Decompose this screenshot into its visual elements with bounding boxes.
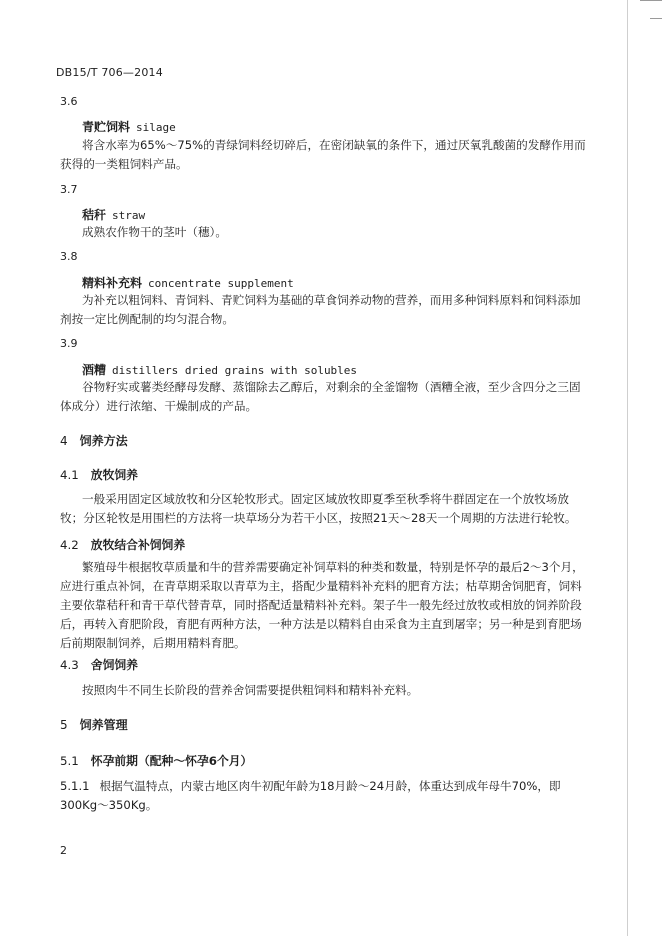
term-cn: 酒糟 [82,363,107,377]
body-line: 为补充以粗饲料、青饲料、青贮饲料为基础的草食饲养动物的营养，而用多种饲料原料和饲料添加 [82,293,581,307]
body-line: 获得的一类粗饲料产品。 [60,157,188,171]
clause-number: 3.7 [60,183,78,196]
body-line: 按照肉牛不同生长阶段的营养舍饲需要提供粗饲料和精料补充料。 [82,683,419,697]
body-line: 根据气温特点，内蒙古地区肉牛初配年龄为18月龄～24月龄，体重达到成年母牛70%，即 [99,779,561,793]
subsection-heading [60,752,252,769]
subsection-title: 怀孕前期（配种～怀孕6个月） [90,754,253,768]
term-title [82,206,145,223]
subsection-number: 4.3 [60,658,79,672]
term-cn: 秸秆 [82,208,107,222]
body-line: 将含水率为65%～75%的青绿饲料经切碎后，在密闭缺氧的条件下，通过厌氧乳酸菌的发酵作用而 [82,138,586,152]
term-title [82,361,357,378]
body-line: 繁殖母牛根据牧草质量和牛的营养需要确定补饲草料的种类和数量，特别是怀孕的最后2～3个月， [82,560,584,574]
body-line: 谷物籽实或薯类经酵母发酵、蒸馏除去乙醇后，对剩余的全釜馏物（酒糟全液，至少含四分之三固 [82,380,581,394]
body-line: 成熟农作物干的茎叶（穗）。 [82,225,227,239]
body-line: 牧；分区轮牧是用围栏的方法将一块草场分为若干小区，按照21天～28天一个周期的方法进行轮牧。 [60,511,577,525]
page-number: 2 [60,844,67,857]
body-line: 剂按一定比例配制的均匀混合物。 [60,312,234,326]
section-heading [60,716,128,733]
body-line: 一般采用固定区域放牧和分区轮牧形式。固定区域放牧即夏季至秋季将牛群固定在一个放牧场放 [82,492,569,506]
term-title [82,274,294,291]
term-title [82,118,176,135]
term-en: silage [136,121,176,134]
subsection-title: 舍饲饲养 [90,658,138,672]
body-line: 300Kg～350Kg。 [60,798,158,812]
body-line: 主要依靠秸秆和青干草代替青草，同时搭配适量精料补充料。架子牛一般先经过放牧或相放的饲养阶段 [60,598,582,612]
scan-edge-mark [640,0,662,1]
clause-number: 3.6 [60,95,78,108]
clause-number: 3.9 [60,337,78,350]
scan-edge-mark [650,18,662,19]
body-line: 后前期限制饲养，后期用精料育肥。 [60,636,246,650]
subsection-number: 4.1 [60,468,79,482]
subsection-number: 4.2 [60,538,79,552]
section-number: 4 [60,434,68,448]
term-cn: 精料补充料 [82,276,143,290]
clause-number: 5.1.1 [60,779,90,793]
subsection-title: 放牧饲养 [90,468,138,482]
section-heading [60,432,128,449]
term-cn: 青贮饲料 [82,120,131,134]
section-number: 5 [60,718,68,732]
subsection-number: 5.1 [60,754,79,768]
subsection-heading [60,536,185,553]
body-line: 体成分）进行浓缩、干燥制成的产品。 [60,399,258,413]
scan-edge-line [627,0,628,936]
body-line: 应进行重点补饲，在青草期采取以青草为主，搭配少量精料补充料的肥育方法；枯草期舍饲肥育，饲料 [60,579,582,593]
section-title: 饲养管理 [79,718,128,732]
clause-number: 3.8 [60,250,78,263]
subsection-heading [60,656,138,673]
document-code: DB15/T 706—2014 [56,66,163,79]
section-title: 饲养方法 [79,434,128,448]
term-en: distillers dried grains with solubles [112,364,358,377]
term-en: straw [112,209,146,222]
subsection-heading [60,466,138,483]
clause-line [60,776,561,796]
subsection-title: 放牧结合补饲饲养 [90,538,186,552]
body-line: 后，再转入育肥阶段，育肥有两种方法，一种方法是以精料自由采食为主直到屠宰；另一种是到育肥场 [60,617,582,631]
term-en: concentrate supplement [148,277,294,290]
